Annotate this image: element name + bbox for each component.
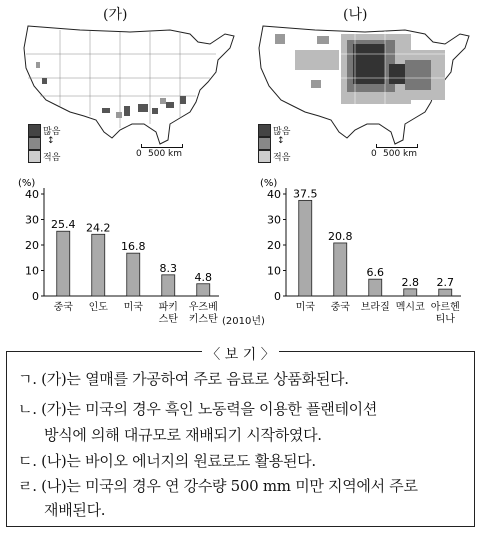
bar: [334, 243, 347, 296]
legend-low: 적음: [273, 153, 291, 163]
statement-n: ㄴ. (가)는 미국의 경우 흑인 노동력을 이용한 플랜테이션: [18, 400, 378, 418]
category-label: 멕시코: [395, 302, 425, 313]
category-label: 브라질: [360, 302, 390, 313]
category-label: 미국: [295, 302, 315, 313]
map-title-left: (가): [103, 7, 128, 23]
y-tick-label: 10: [25, 264, 39, 278]
bar: [57, 231, 70, 296]
y-tick-label: 30: [25, 213, 39, 227]
bar: [162, 275, 175, 296]
statement-r: ㄹ. (나)는 미국의 경우 연 강수량 500 mm 미만 지역에서 주로: [18, 477, 418, 495]
y-tick-label: 40: [25, 188, 39, 201]
category-label: 중국: [53, 302, 73, 313]
statement-g: ㄱ. (가)는 열매를 가공하여 주로 음료로 상품화된다.: [18, 370, 349, 388]
y-axis-label: (%): [260, 178, 278, 189]
category-label: 우즈베 키스탄: [188, 302, 218, 325]
bar-value-label: 24.2: [86, 221, 111, 235]
category-label: 인도: [88, 302, 108, 313]
bar-value-label: 25.4: [51, 218, 76, 232]
statement-r-cont: 재배된다.: [44, 501, 106, 519]
category-label: 파키 스탄: [158, 302, 178, 325]
bar-value-label: 4.8: [194, 270, 212, 284]
statement-d: ㄷ. (나)는 바이오 에너지의 원료로도 활용된다.: [18, 452, 316, 470]
bar: [197, 284, 210, 296]
bar-chart-left: [4, 172, 228, 330]
legend-arrow: ↕: [277, 136, 285, 146]
category-label: 미국: [123, 302, 143, 313]
y-tick-label: 20: [25, 239, 39, 252]
bar-value-label: 37.5: [293, 187, 318, 201]
legend-high: 많음: [273, 127, 291, 137]
bar-value-label: 8.3: [159, 261, 177, 275]
y-tick-label: 0: [274, 290, 281, 303]
legend-low: 적음: [43, 153, 61, 163]
year-note: (2010년): [222, 316, 265, 327]
y-tick-label: 30: [267, 213, 281, 227]
statement-n-cont: 방식에 의해 대규모로 재배되기 시작하였다.: [44, 426, 322, 444]
bar-value-label: 2.7: [436, 276, 454, 290]
y-tick-label: 20: [267, 239, 281, 252]
bar: [404, 289, 417, 296]
bar: [299, 200, 312, 296]
y-tick-label: 40: [267, 188, 281, 201]
y-tick-label: 0: [32, 290, 39, 303]
category-label: 아르헨 티나: [430, 302, 460, 325]
legend-arrow: ↕: [47, 136, 55, 146]
legend-high: 많음: [43, 127, 61, 137]
category-label: 중국: [330, 302, 350, 313]
y-tick-label: 10: [267, 264, 281, 278]
bar: [92, 234, 105, 296]
bar: [369, 279, 382, 296]
y-axis-label: (%): [18, 178, 36, 189]
bar-value-label: 16.8: [121, 240, 146, 254]
bar: [439, 289, 452, 296]
bar-value-label: 2.8: [401, 275, 419, 289]
bar-value-label: 6.6: [366, 266, 384, 280]
bar-value-label: 20.8: [328, 229, 353, 243]
bar-chart-right: [246, 172, 476, 330]
bar: [127, 253, 140, 296]
map-title-right: (나): [343, 7, 368, 23]
bogi-title: 〈 보 기 〉: [0, 344, 481, 364]
